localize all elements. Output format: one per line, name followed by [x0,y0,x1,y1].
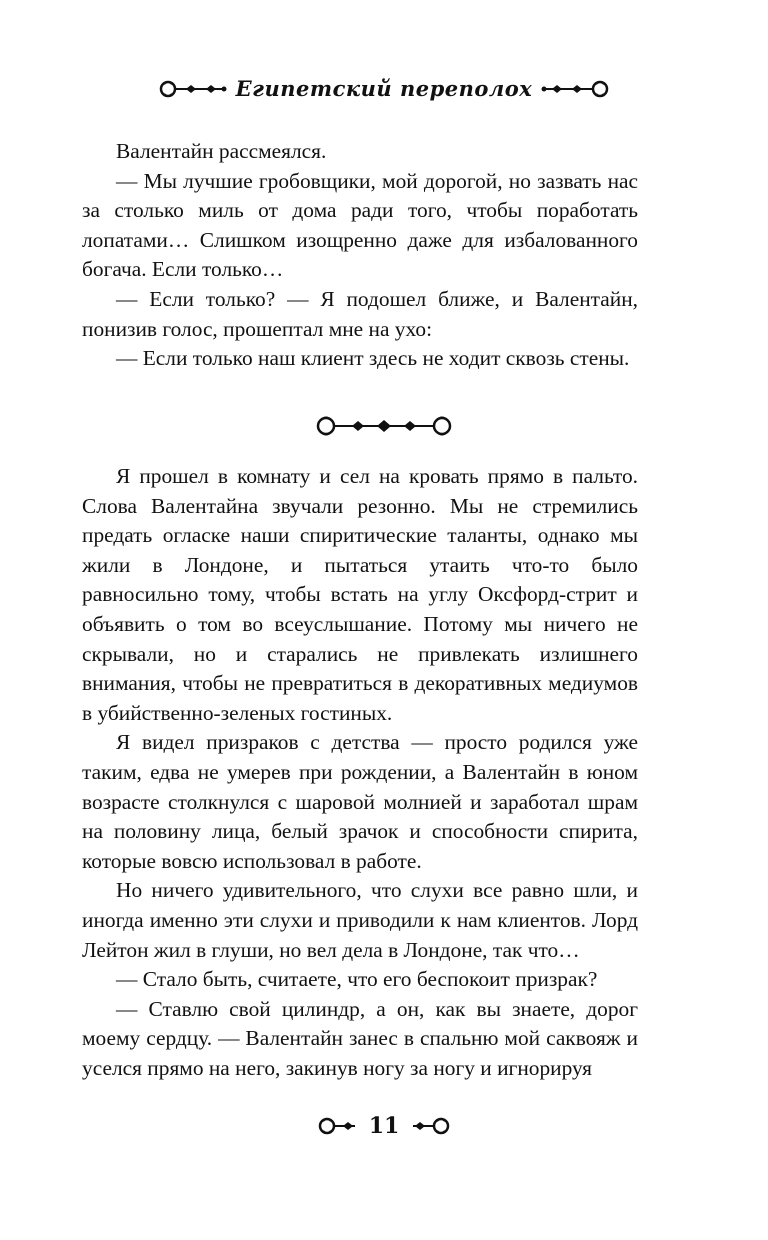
paragraph: — Мы лучшие гробовщики, мой дорогой, но зазвать нас за столько миль от дома ради того, чтобы поработать лопатами… Слишком изощренно даже для избалованного богача. Если только… [82,168,638,282]
footer-right-ornament-icon [409,1115,451,1137]
paragraph: — Если только? — Я подошел ближе, и Валентайн, понизив голос, прошептал мне на ухо: [82,286,638,341]
left-ornament-icon [158,78,228,100]
running-header [0,76,768,101]
footer-left-ornament-icon [317,1115,359,1137]
text-block-2 [82,462,638,1083]
page-footer [0,1113,768,1139]
paragraph: Валентайн рассмеялся. [116,139,327,163]
paragraph: — Если только наш клиент здесь не ходит сквозь стены. [116,346,630,371]
right-ornament-icon [540,78,610,100]
page-number: 11 [368,1113,400,1139]
paragraph: — Стало быть, считаете, что его беспокоит призрак? [116,967,598,992]
running-header-title: Египетский переполох [235,76,533,101]
paragraph: Но ничего удивительного, что слухи все равно шли, и иногда именно эти слухи и приводили к нам клиентов. Лорд Лейтон жил в глуши, но вел дела в Лондоне, так что… [82,878,638,962]
section-divider-icon [0,413,768,439]
paragraph: Я прошел в комнату и сел на кровать прямо в пальто. Слова Валентайна звучали резонно. Мы не стремились предать огласке наши спиритические таланты, однако мы жили в Лондоне, и пытаться утаить что-то было равносильно тому, чтобы встать на углу Оксфорд-стрит и объявить о том во всеуслышание. Потому мы ничего не скрывали, но и старались не привлекать излишнего внимания, чтобы не превратиться в декоративных медиумов в убийственно-зеленых гостиных. [82,464,638,725]
paragraph: — Ставлю свой цилиндр, а он, как вы знаете, дорог моему сердцу. — Валентайн занес в спальню мой саквояж и уселся прямо на него, закинув ногу за ногу и игнорируя [82,996,638,1080]
text-block-1 [82,137,638,374]
paragraph: Я видел призраков с детства — просто родился уже таким, едва не умерев при рождении, а Валентайн в юном возрасте столкнулся с шаровой молнией и заработал шрам на половину лица, белый зрачок и способности спирита, которые вовсю использовал в работе. [82,730,638,873]
